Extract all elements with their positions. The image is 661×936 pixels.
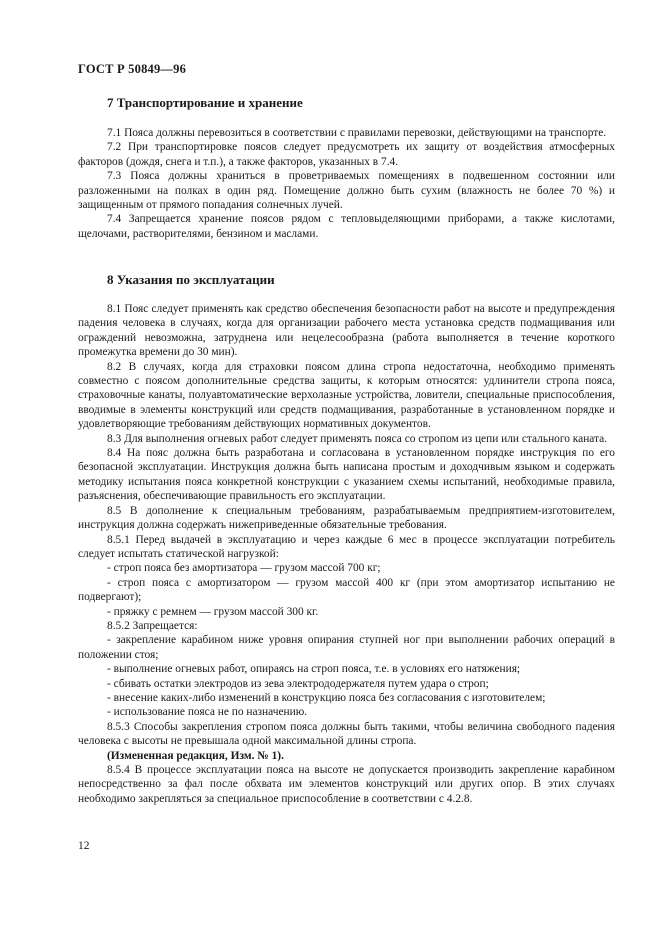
amendment-note: (Измененная редакция, Изм. № 1).: [107, 749, 284, 762]
paragraph-8-5-3: 8.5.3 Способы закрепления стропом пояса должны быть такими, чтобы величина свободного падения человека с высоты не превышала одной максимальной длины стропа.: [78, 720, 615, 748]
paragraph-8-5-4: 8.5.4 В процессе эксплуатации пояса на высоте не допускается производить закрепление карабином непосредственно за фал после обхвата им элементов конструкций или других опор. В этих случаях необходимо закрепляться за специальное приспособление в соответствии с 4.2.8.: [78, 764, 615, 805]
section-7-title: 7 Транспортирование и хранение: [107, 95, 303, 110]
list-item: - закрепление карабином ниже уровня опирания ступней ног при выполнении рабочих операций в положении стоя;: [78, 634, 615, 661]
list-item: - пряжку с ремнем — грузом массой 300 кг.: [107, 605, 319, 618]
list-item: - строп пояса без амортизатора — грузом массой 700 кг;: [107, 562, 381, 575]
paragraph-7-4: 7.4 Запрещается хранение поясов рядом с тепловыделяющими приборами, а также кислотами, щелочами, растворителями, бензином и маслами.: [78, 213, 615, 240]
section-8-body: [78, 302, 615, 806]
list-item: - внесение каких-либо изменений в конструкцию пояса без согласования с изготовителем;: [107, 691, 546, 704]
paragraph-8-5: 8.5 В дополнение к специальным требованиям, разрабатываемым предприятием-изготовителем, инструкция должна содержать нижеприведенные обязательные требования.: [78, 504, 615, 532]
paragraph-8-2: 8.2 В случаях, когда для страховки поясом длина стропа недостаточна, необходимо применять совместно с поясом дополнительные средства защиты, к которым относятся: удлинители стропа пояса, страховочные канаты, полуавтоматические верхолазные устройства, ловители, специальные приспособления, вводимые в элементы конструкций или средств подмащивания, разработанные в установленном порядке и удовлетворяющие требованиям действующих нормативных документов.: [78, 360, 615, 431]
section-7-body: [78, 126, 615, 241]
document-code-header: ГОСТ Р 50849—96: [78, 62, 187, 76]
paragraph-7-1: 7.1 Пояса должны перевозиться в соответствии с правилами перевозки, действующими на транспорте.: [107, 127, 607, 139]
paragraph-7-3: 7.3 Пояса должны храниться в проветриваемых помещениях в подвешенном состоянии или разложенными на полках в один ряд. Помещение должно быть сухим (влажность не более 70 %) и защищенным от прямого попадания солнечных лучей.: [78, 170, 615, 212]
list-item: - сбивать остатки электродов из зева электрододержателя путем удара о строп;: [107, 677, 489, 690]
paragraph-7-2: 7.2 При транспортировке поясов следует предусмотреть их защиту от воздействия атмосферных факторов (дождя, снега и т.п.), а также факторов, указанных в 7.4.: [78, 141, 615, 168]
paragraph-8-1: 8.1 Пояс следует применять как средство обеспечения безопасности работ на высоте и предупреждения падения человека в случаях, когда для организации рабочего места установка средств подмащивания или ограждений невозможна, затруднена или нецелесообразна (работа выполняется в течение короткого промежутка времени до 30 мин).: [78, 303, 615, 359]
page-number: 12: [78, 840, 90, 852]
paragraph-8-3: 8.3 Для выполнения огневых работ следует применять пояса со стропом из цепи или стального каната.: [107, 432, 608, 445]
paragraph-8-4: 8.4 На пояс должна быть разработана и согласована в установленном порядке инструкция по его безопасной эксплуатации. Инструкция должна быть написана простым и доходчивым языком и содержать методику испытания пояса конкретной конструкции с указанием схемы испытаний, необходимые правила, разъяснения, обеспечивающие правильность его эксплуатации.: [78, 447, 615, 503]
list-item: - выполнение огневых работ, опираясь на строп пояса, т.е. в условиях его натяжения;: [107, 663, 521, 676]
paragraph-8-5-2: 8.5.2 Запрещается:: [107, 619, 198, 632]
list-item: - использование пояса не по назначению.: [107, 706, 308, 719]
section-8-title: 8 Указания по эксплуатации: [107, 272, 275, 287]
paragraph-8-5-1: 8.5.1 Перед выдачей в эксплуатацию и через каждые 6 мес в процессе эксплуатации потребитель следует испытать статической нагрузкой:: [78, 533, 615, 560]
list-item: - строп пояса с амортизатором — грузом массой 400 кг (при этом амортизатор испытанию не подвергают);: [78, 576, 615, 604]
